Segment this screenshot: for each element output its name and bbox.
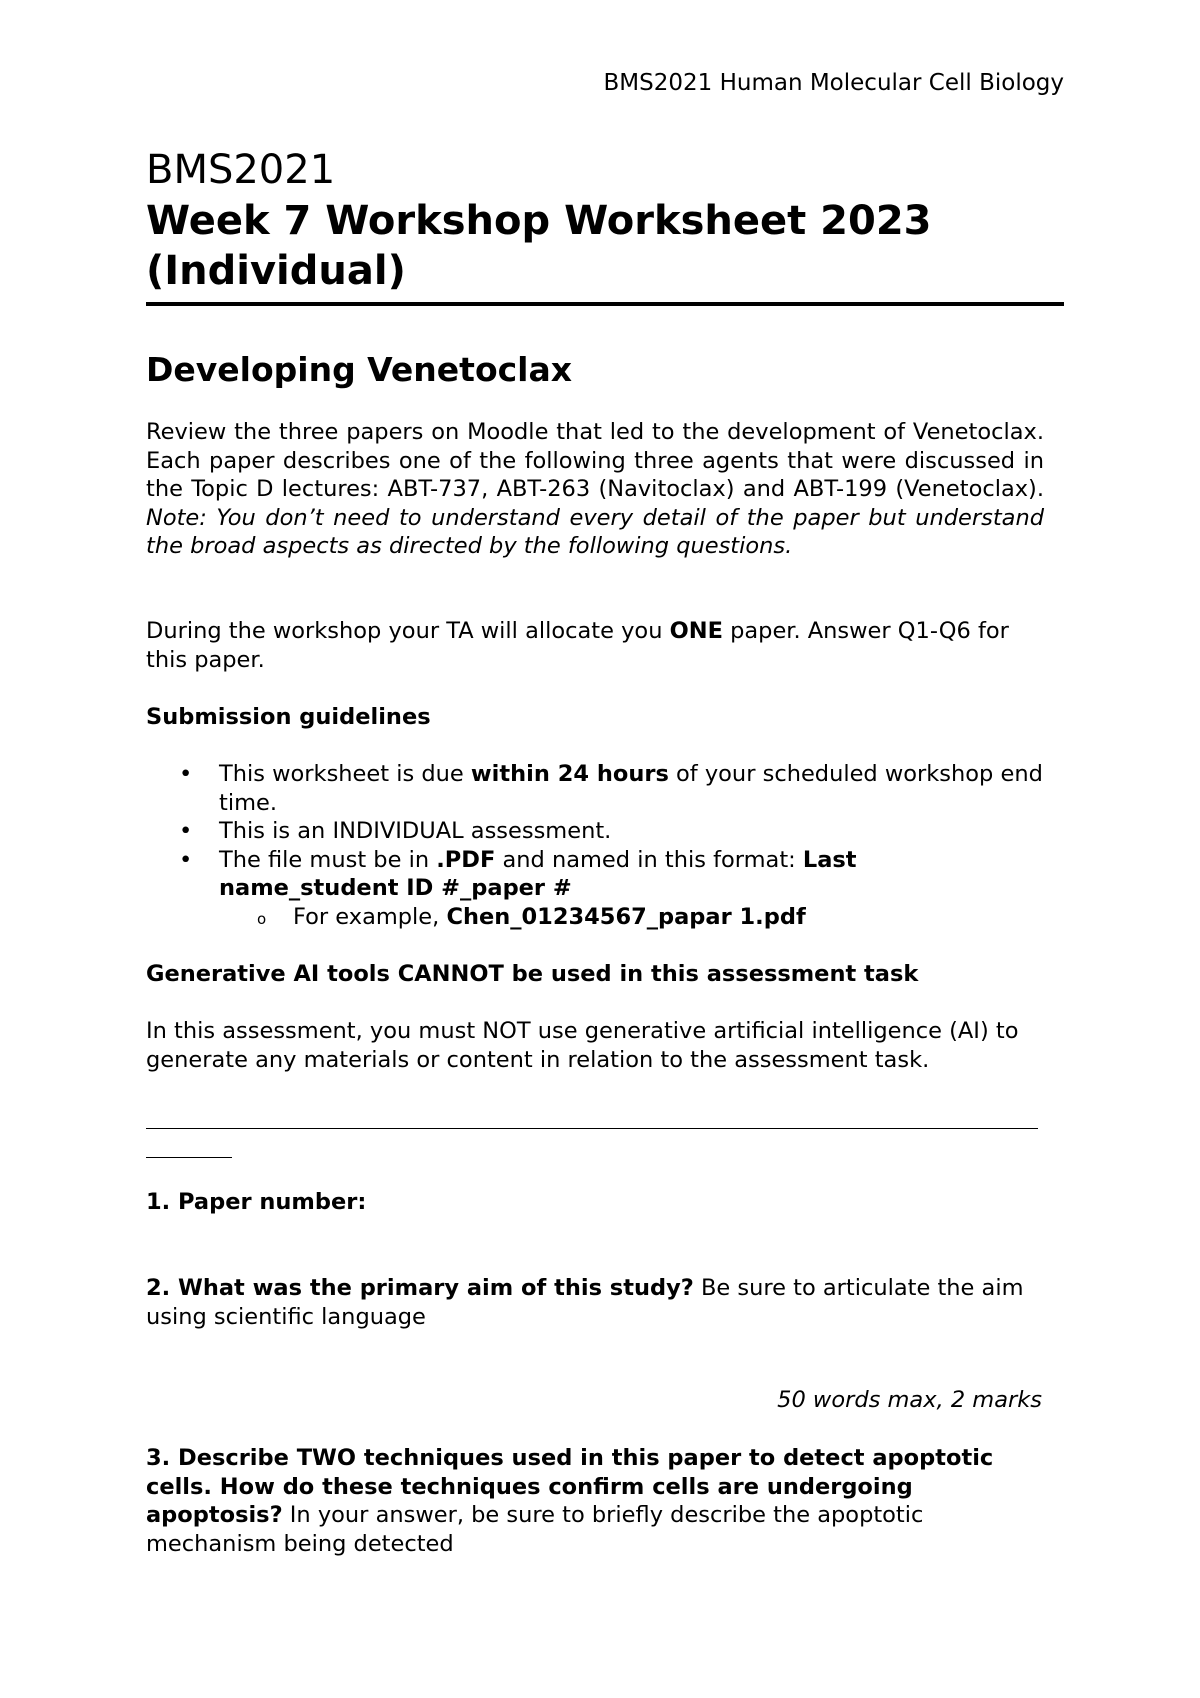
section-heading: Developing Venetoclax (146, 350, 573, 389)
intro-note: Note: You don’t need to understand every detail of the paper but understand the broad aspects as directed by the following questions. (146, 504, 1044, 559)
example-text: For example, (293, 903, 447, 930)
bullet-icon: • (179, 846, 193, 873)
allocation-paragraph (146, 617, 1026, 674)
course-code: BMS2021 (146, 147, 336, 193)
intro-text: Review the three papers on Moodle that led to the development of Venetoclax. Each paper describes one of the following three agents that were discussed in the Topic D lectures: ABT-737, ABT-263 (Navitoclax) and ABT-199 (Venetoclax). (146, 419, 1044, 502)
sub-bullet-icon: o (257, 909, 267, 928)
bullet-emphasis: .PDF (436, 846, 496, 873)
question-2-prompt: 2. What was the primary aim of this study? (146, 1275, 694, 1301)
allocation-text-before: During the workshop your TA will allocate you (146, 618, 670, 644)
submission-heading: Submission guidelines (146, 704, 431, 730)
separator-line (146, 1128, 1038, 1129)
question-2-instruction: Be sure to articulate the aim using scientific language (146, 1275, 1024, 1330)
question-3-instruction: In your answer, be sure to briefly describe the apoptotic mechanism being detected (146, 1502, 924, 1557)
worksheet-title-line1: Week 7 Workshop Worksheet 2023 (146, 198, 932, 244)
title-block (146, 144, 1064, 306)
question-3-prompt: 3. Describe TWO techniques used in this paper to detect apoptotic cells. How do these techniques confirm cells are undergoing apoptosis? (146, 1445, 994, 1528)
list-item (146, 760, 1066, 817)
sub-list-item (146, 903, 1066, 932)
ai-policy-text: In this assessment, you must NOT use generative artificial intelligence (AI) to generate any materials or content in relation to the assessment task. (146, 1018, 1019, 1073)
bullet-text: This worksheet is due (219, 761, 471, 787)
separator-line-end (146, 1157, 232, 1158)
bullet-emphasis: within 24 hours (470, 761, 669, 787)
ai-policy-heading: Generative AI tools CANNOT be used in this assessment task (146, 961, 919, 987)
question-1: 1. Paper number: (146, 1189, 367, 1215)
bullet-icon: • (179, 818, 193, 844)
allocation-emphasis: ONE (669, 618, 723, 644)
example-filename: Chen_01234567_papar 1.pdf (446, 903, 806, 930)
filename-format: Last name_student ID #_paper # (219, 846, 857, 901)
worksheet-title (146, 196, 1064, 296)
list-item (146, 846, 1066, 903)
allocation-text-after: paper. Answer Q1-Q6 for this paper. (146, 618, 1009, 673)
bullet-icon: • (179, 761, 193, 787)
submission-list (146, 760, 1066, 931)
question-2-word-limit: 50 words max, 2 marks (777, 1387, 1042, 1413)
bullet-text: and named in this format: (495, 846, 803, 873)
question-3 (146, 1444, 1046, 1558)
running-header: BMS2021 Human Molecular Cell Biology (603, 70, 1064, 96)
bullet-text: The file must be in (219, 846, 437, 873)
list-item (146, 817, 1066, 846)
intro-paragraph (146, 418, 1044, 561)
bullet-text: This is an INDIVIDUAL assessment. (219, 818, 612, 844)
worksheet-title-line2: (Individual) (146, 248, 406, 294)
bullet-text: of your scheduled workshop end time. (219, 761, 1043, 816)
question-2 (146, 1274, 1026, 1331)
